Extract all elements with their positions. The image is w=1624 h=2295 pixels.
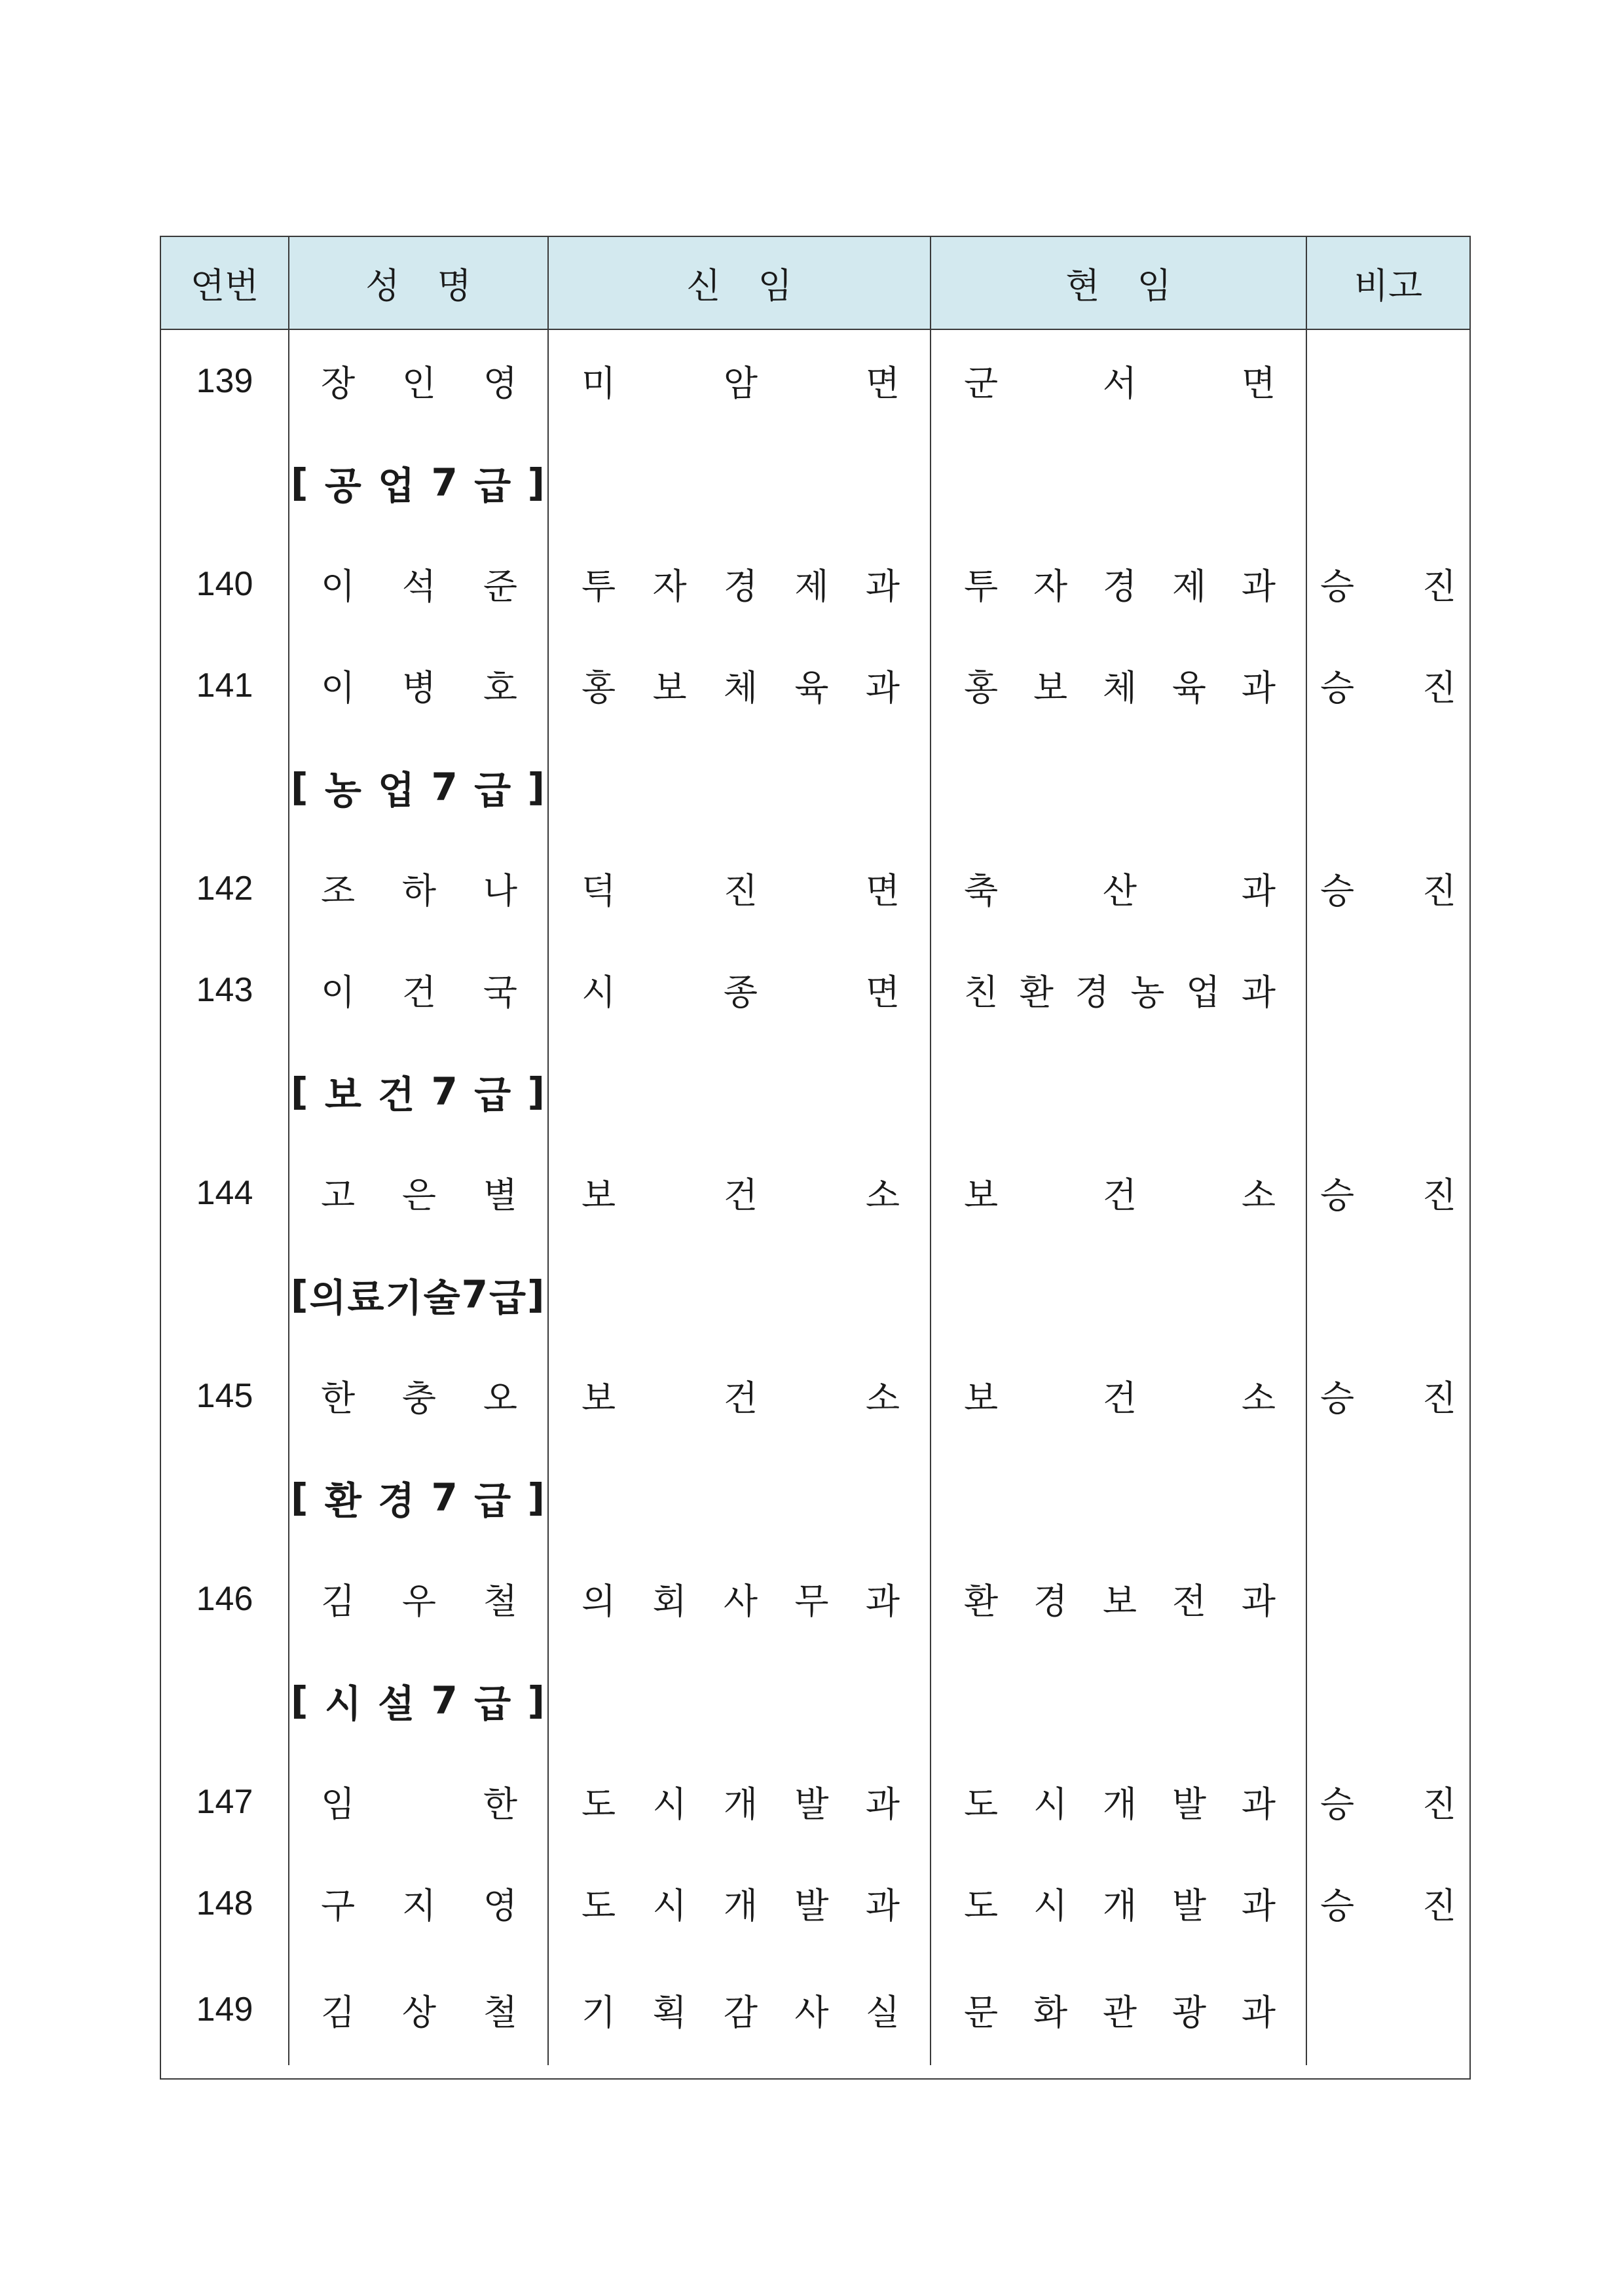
note-char: 승	[1320, 566, 1355, 607]
current-post	[931, 1573, 1306, 1624]
group-row	[161, 1446, 1469, 1548]
person-name-char: 영	[483, 1885, 517, 1926]
current-post-char: 체	[1102, 667, 1137, 708]
note	[1307, 1167, 1469, 1218]
new-post-char: 과	[865, 667, 900, 708]
person-name-char: 임	[321, 1784, 356, 1825]
current-post-char: 육	[1172, 667, 1207, 708]
current-post-char: 시	[1033, 1885, 1068, 1926]
note-char: 승	[1320, 1784, 1355, 1825]
note-char: 진	[1422, 566, 1456, 607]
current-post-char: 홍	[964, 667, 999, 708]
current-post-char: 친	[964, 972, 999, 1013]
current-post-char: 발	[1172, 1885, 1207, 1926]
current-post	[931, 1878, 1306, 1928]
new-post-char: 소	[865, 1175, 900, 1216]
group-label-char: ]	[527, 1475, 546, 1520]
group-row	[161, 736, 1469, 837]
person-name	[289, 1878, 547, 1928]
group-label-char: 보	[324, 1072, 363, 1117]
group-empty-cell	[931, 1040, 1306, 1142]
person-name	[289, 1776, 547, 1827]
table-row	[161, 533, 1469, 634]
new-post-char: 종	[723, 972, 758, 1013]
group-empty-cell	[548, 1243, 931, 1345]
person-name	[289, 660, 547, 710]
table-row	[161, 634, 1469, 736]
new-post-char: 홍	[581, 667, 616, 708]
personnel-table	[160, 236, 1471, 2080]
new-post-char: 진	[723, 870, 758, 911]
new-post-char: 기	[581, 1991, 616, 2033]
table-row	[161, 1751, 1469, 1852]
current-post-char: 경	[1102, 566, 1137, 607]
note-empty	[1306, 1954, 1469, 2065]
current-post	[931, 1985, 1306, 2035]
current-post-char: 관	[1102, 1991, 1137, 2033]
new-post-char: 건	[723, 1378, 758, 1419]
current-post-char: 도	[964, 1784, 999, 1825]
group-label	[289, 1064, 547, 1119]
header-new-post: 신 임	[548, 237, 931, 329]
note	[1307, 1878, 1469, 1928]
new-post-char: 건	[723, 1175, 758, 1216]
group-empty-cell	[931, 431, 1306, 533]
group-label-char: ]	[527, 1272, 546, 1317]
new-post-char: 체	[723, 667, 758, 708]
person-name-char: 김	[321, 1991, 356, 2033]
group-label-char: 업	[378, 463, 416, 508]
current-post-char: 축	[964, 870, 999, 911]
person-name-char: 나	[483, 870, 517, 911]
current-post	[931, 1167, 1306, 1218]
new-post	[549, 559, 930, 609]
group-label-char: 급	[474, 463, 513, 508]
new-post-char: 제	[794, 566, 829, 607]
note-char: 진	[1422, 1378, 1456, 1419]
new-post-char: 과	[865, 1581, 900, 1622]
person-name-char: 장	[321, 363, 356, 404]
person-name	[289, 356, 547, 406]
group-empty-cell	[931, 1649, 1306, 1751]
new-post-char: 발	[794, 1885, 829, 1926]
person-name-char: 국	[483, 972, 517, 1013]
note-char: 승	[1320, 1378, 1355, 1419]
group-empty-no	[161, 1446, 289, 1548]
row-number: 141	[196, 666, 253, 705]
new-post-char: 자	[652, 566, 687, 607]
current-post-char: 서	[1102, 363, 1137, 404]
current-post-char: 자	[1033, 566, 1068, 607]
group-label-char: 급	[474, 1681, 513, 1726]
person-name-char: 영	[483, 363, 517, 404]
group-label-char: 농	[324, 767, 363, 813]
header-row	[161, 237, 1469, 329]
current-post-char: 과	[1241, 870, 1276, 911]
note-char: 진	[1422, 1885, 1456, 1926]
group-empty-cell	[548, 1040, 931, 1142]
new-post-char: 덕	[581, 870, 616, 911]
current-post-char: 시	[1033, 1784, 1068, 1825]
current-post-char: 과	[1241, 667, 1276, 708]
group-label-char: ]	[527, 1678, 546, 1723]
new-post-char: 사	[794, 1991, 829, 2033]
new-post	[549, 1573, 930, 1624]
person-name-char: 한	[321, 1378, 356, 1419]
person-name-char: 한	[483, 1784, 517, 1825]
person-name	[289, 1167, 547, 1218]
note-empty	[1306, 1548, 1469, 1649]
group-empty-cell	[1306, 1243, 1469, 1345]
current-post-char: 개	[1102, 1784, 1137, 1825]
person-name-char: 은	[401, 1175, 437, 1216]
group-empty-cell	[548, 1649, 931, 1751]
person-name-char: 충	[401, 1378, 437, 1419]
group-label-char: 급	[474, 1478, 513, 1523]
group-empty-cell	[931, 1446, 1306, 1548]
person-name-char: 김	[321, 1581, 356, 1622]
group-row	[161, 431, 1469, 533]
group-row	[161, 1243, 1469, 1345]
person-name-char: 철	[483, 1991, 517, 2033]
table-row	[161, 1345, 1469, 1446]
current-post-char: 발	[1172, 1784, 1207, 1825]
current-post-char: 보	[1033, 667, 1068, 708]
person-name-char: 오	[483, 1378, 517, 1419]
table-row	[161, 1142, 1469, 1243]
group-empty-no	[161, 431, 289, 533]
group-empty-cell	[1306, 1649, 1469, 1751]
current-post-char: 군	[964, 363, 999, 404]
new-post	[549, 1370, 930, 1421]
group-label-char: [	[291, 1678, 310, 1723]
new-post	[549, 356, 930, 406]
group-empty-cell	[1306, 431, 1469, 533]
person-name-char: 이	[321, 667, 356, 708]
new-post-char: 과	[865, 566, 900, 607]
row-number: 146	[196, 1579, 253, 1618]
note-char: 진	[1422, 1175, 1456, 1216]
new-post-char: 면	[865, 972, 900, 1013]
person-name-char: 고	[321, 1175, 356, 1216]
group-label-char: 기	[385, 1275, 424, 1320]
current-post	[931, 356, 1306, 406]
new-post	[549, 1776, 930, 1827]
person-name-char: 철	[483, 1581, 517, 1622]
table-row	[161, 939, 1469, 1040]
current-post-char: 화	[1033, 1991, 1068, 2033]
current-post-char: 과	[1241, 1885, 1276, 1926]
table-row	[161, 1548, 1469, 1649]
new-post-char: 미	[581, 363, 616, 404]
group-label	[289, 455, 547, 510]
person-name	[289, 559, 547, 609]
group-label	[289, 1673, 547, 1728]
person-name	[289, 1370, 547, 1421]
new-post-char: 개	[723, 1885, 758, 1926]
table-row	[161, 837, 1469, 939]
person-name-char: 구	[321, 1885, 356, 1926]
note	[1307, 1776, 1469, 1827]
note-empty	[1306, 329, 1469, 431]
person-name-char: 호	[483, 667, 517, 708]
current-post-char: 소	[1241, 1378, 1276, 1419]
current-post-char: 전	[1172, 1581, 1207, 1622]
row-number: 148	[196, 1884, 253, 1922]
group-label-char: 환	[324, 1478, 363, 1523]
group-label-char: [	[291, 1069, 310, 1114]
new-post-char: 감	[723, 1991, 758, 2033]
person-name-char: 이	[321, 566, 356, 607]
group-label-char: 급	[489, 1275, 528, 1320]
new-post-char: 회	[652, 1581, 687, 1622]
person-name-char: 건	[401, 972, 437, 1013]
note	[1307, 660, 1469, 710]
new-post-char: 획	[652, 1991, 687, 2033]
person-name-char: 지	[401, 1885, 437, 1926]
group-label-char: [	[291, 764, 310, 809]
person-name-char: 상	[401, 1991, 437, 2033]
table-body	[161, 329, 1469, 2065]
note-char: 승	[1320, 870, 1355, 911]
group-label-char: 술	[423, 1275, 462, 1320]
new-post-char: 면	[865, 363, 900, 404]
group-label-char: ]	[527, 460, 546, 505]
current-post-char: 환	[964, 1581, 999, 1622]
group-label-char: 7	[431, 1678, 459, 1723]
group-label-char: ]	[527, 764, 546, 809]
new-post-char: 무	[794, 1581, 829, 1622]
header-current-post: 현 임	[931, 237, 1306, 329]
note-char: 진	[1422, 667, 1456, 708]
current-post-char: 건	[1102, 1175, 1137, 1216]
person-name-char: 석	[401, 566, 437, 607]
group-empty-cell	[548, 431, 931, 533]
group-empty-cell	[931, 736, 1306, 837]
header-note: 비고	[1306, 237, 1469, 329]
group-label-char: 경	[378, 1478, 416, 1523]
group-label-char: 7	[431, 460, 459, 505]
row-number: 145	[196, 1376, 253, 1415]
header-name: 성 명	[289, 237, 548, 329]
group-label	[289, 760, 547, 815]
current-post-char: 보	[964, 1175, 999, 1216]
group-empty-cell	[548, 736, 931, 837]
group-row	[161, 1649, 1469, 1751]
person-name-char: 우	[401, 1581, 437, 1622]
new-post-char: 시	[652, 1885, 687, 1926]
new-post-char: 면	[865, 870, 900, 911]
current-post-char: 과	[1241, 1784, 1276, 1825]
table-row	[161, 329, 1469, 431]
current-post-char: 경	[1033, 1581, 1068, 1622]
table-row	[161, 1852, 1469, 1954]
new-post-char: 경	[723, 566, 758, 607]
group-label-char: 7	[431, 764, 459, 809]
current-post-char: 과	[1241, 972, 1276, 1013]
group-label-char: 급	[474, 1072, 513, 1117]
person-name	[289, 863, 547, 913]
new-post-char: 개	[723, 1784, 758, 1825]
current-post-char: 건	[1102, 1378, 1137, 1419]
new-post	[549, 964, 930, 1015]
person-name-char: 별	[483, 1175, 517, 1216]
row-number: 142	[196, 869, 253, 908]
new-post	[549, 660, 930, 710]
row-number: 140	[196, 564, 253, 603]
group-empty-cell	[1306, 736, 1469, 837]
new-post-char: 보	[581, 1175, 616, 1216]
personnel-table-grid	[161, 237, 1469, 2065]
current-post-char: 업	[1186, 972, 1221, 1013]
group-label	[289, 1470, 547, 1525]
current-post	[931, 1776, 1306, 1827]
new-post-char: 과	[865, 1784, 900, 1825]
new-post-char: 발	[794, 1784, 829, 1825]
note-char: 승	[1320, 667, 1355, 708]
person-name-char: 인	[401, 363, 437, 404]
current-post-char: 농	[1130, 972, 1165, 1013]
note-empty	[1306, 939, 1469, 1040]
person-name-char: 하	[401, 870, 437, 911]
row-number: 147	[196, 1782, 253, 1821]
person-name	[289, 1573, 547, 1624]
group-empty-cell	[1306, 1446, 1469, 1548]
group-label-char: 7	[431, 1069, 459, 1114]
new-post-char: 사	[723, 1581, 758, 1622]
group-row	[161, 1040, 1469, 1142]
group-label-char: 업	[378, 767, 416, 813]
note-char: 진	[1422, 1784, 1456, 1825]
current-post-char: 도	[964, 1885, 999, 1926]
group-label-char: [	[291, 1272, 310, 1317]
current-post	[931, 660, 1306, 710]
row-number: 143	[196, 970, 253, 1009]
current-post	[931, 1370, 1306, 1421]
group-label-char: 7	[461, 1272, 489, 1317]
new-post	[549, 1878, 930, 1928]
current-post-char: 개	[1102, 1885, 1137, 1926]
group-label	[289, 1267, 547, 1322]
new-post-char: 육	[794, 667, 829, 708]
group-label-char: 의	[309, 1275, 348, 1320]
group-label-char: ]	[527, 1069, 546, 1114]
note-char: 진	[1422, 870, 1456, 911]
person-name-char: 병	[401, 667, 437, 708]
person-name-char: 준	[483, 566, 517, 607]
current-post	[931, 559, 1306, 609]
note	[1307, 863, 1469, 913]
new-post-char: 암	[723, 363, 758, 404]
current-post	[931, 863, 1306, 913]
current-post-char: 과	[1241, 566, 1276, 607]
group-empty-no	[161, 1243, 289, 1345]
current-post-char: 보	[1102, 1581, 1137, 1622]
new-post-char: 의	[581, 1581, 616, 1622]
group-label-char: 설	[378, 1681, 416, 1726]
current-post-char: 경	[1075, 972, 1109, 1013]
group-label-char: [	[291, 1475, 310, 1520]
current-post-char: 투	[964, 566, 999, 607]
new-post-char: 보	[652, 667, 687, 708]
current-post-char: 환	[1019, 972, 1054, 1013]
current-post-char: 과	[1241, 1991, 1276, 2033]
new-post	[549, 863, 930, 913]
person-name-char: 조	[321, 870, 356, 911]
note	[1307, 559, 1469, 609]
group-label-char: 시	[324, 1681, 363, 1726]
new-post-char: 시	[581, 972, 616, 1013]
note	[1307, 1370, 1469, 1421]
new-post-char: 과	[865, 1885, 900, 1926]
current-post-char: 문	[964, 1991, 999, 2033]
group-empty-cell	[548, 1446, 931, 1548]
group-empty-no	[161, 1040, 289, 1142]
group-empty-no	[161, 736, 289, 837]
row-number: 144	[196, 1173, 253, 1212]
group-label-char: 급	[474, 767, 513, 813]
group-label-char: [	[291, 460, 310, 505]
person-name	[289, 1985, 547, 2035]
row-number: 139	[196, 361, 253, 400]
current-post	[931, 964, 1306, 1015]
current-post-char: 제	[1172, 566, 1207, 607]
current-post-char: 과	[1241, 1581, 1276, 1622]
note-char: 승	[1320, 1175, 1355, 1216]
new-post-char: 도	[581, 1885, 616, 1926]
table-row	[161, 1954, 1469, 2065]
group-label-char: 공	[324, 463, 363, 508]
group-empty-cell	[1306, 1040, 1469, 1142]
new-post-char: 소	[865, 1378, 900, 1419]
person-name-char: 이	[321, 972, 356, 1013]
header-no: 연번	[161, 237, 289, 329]
current-post-char: 면	[1241, 363, 1276, 404]
current-post-char: 산	[1102, 870, 1137, 911]
row-number: 149	[196, 1991, 253, 2029]
note-char: 승	[1320, 1885, 1355, 1926]
group-empty-cell	[931, 1243, 1306, 1345]
new-post	[549, 1167, 930, 1218]
new-post-char: 시	[652, 1784, 687, 1825]
person-name	[289, 964, 547, 1015]
new-post-char: 투	[581, 566, 616, 607]
new-post	[549, 1985, 930, 2035]
group-label-char: 료	[347, 1275, 386, 1320]
group-empty-no	[161, 1649, 289, 1751]
new-post-char: 도	[581, 1784, 616, 1825]
current-post-char: 소	[1241, 1175, 1276, 1216]
group-label-char: 건	[378, 1072, 416, 1117]
group-label-char: 7	[431, 1475, 459, 1520]
current-post-char: 광	[1172, 1991, 1207, 2033]
new-post-char: 실	[865, 1991, 900, 2033]
current-post-char: 보	[964, 1378, 999, 1419]
new-post-char: 보	[581, 1378, 616, 1419]
